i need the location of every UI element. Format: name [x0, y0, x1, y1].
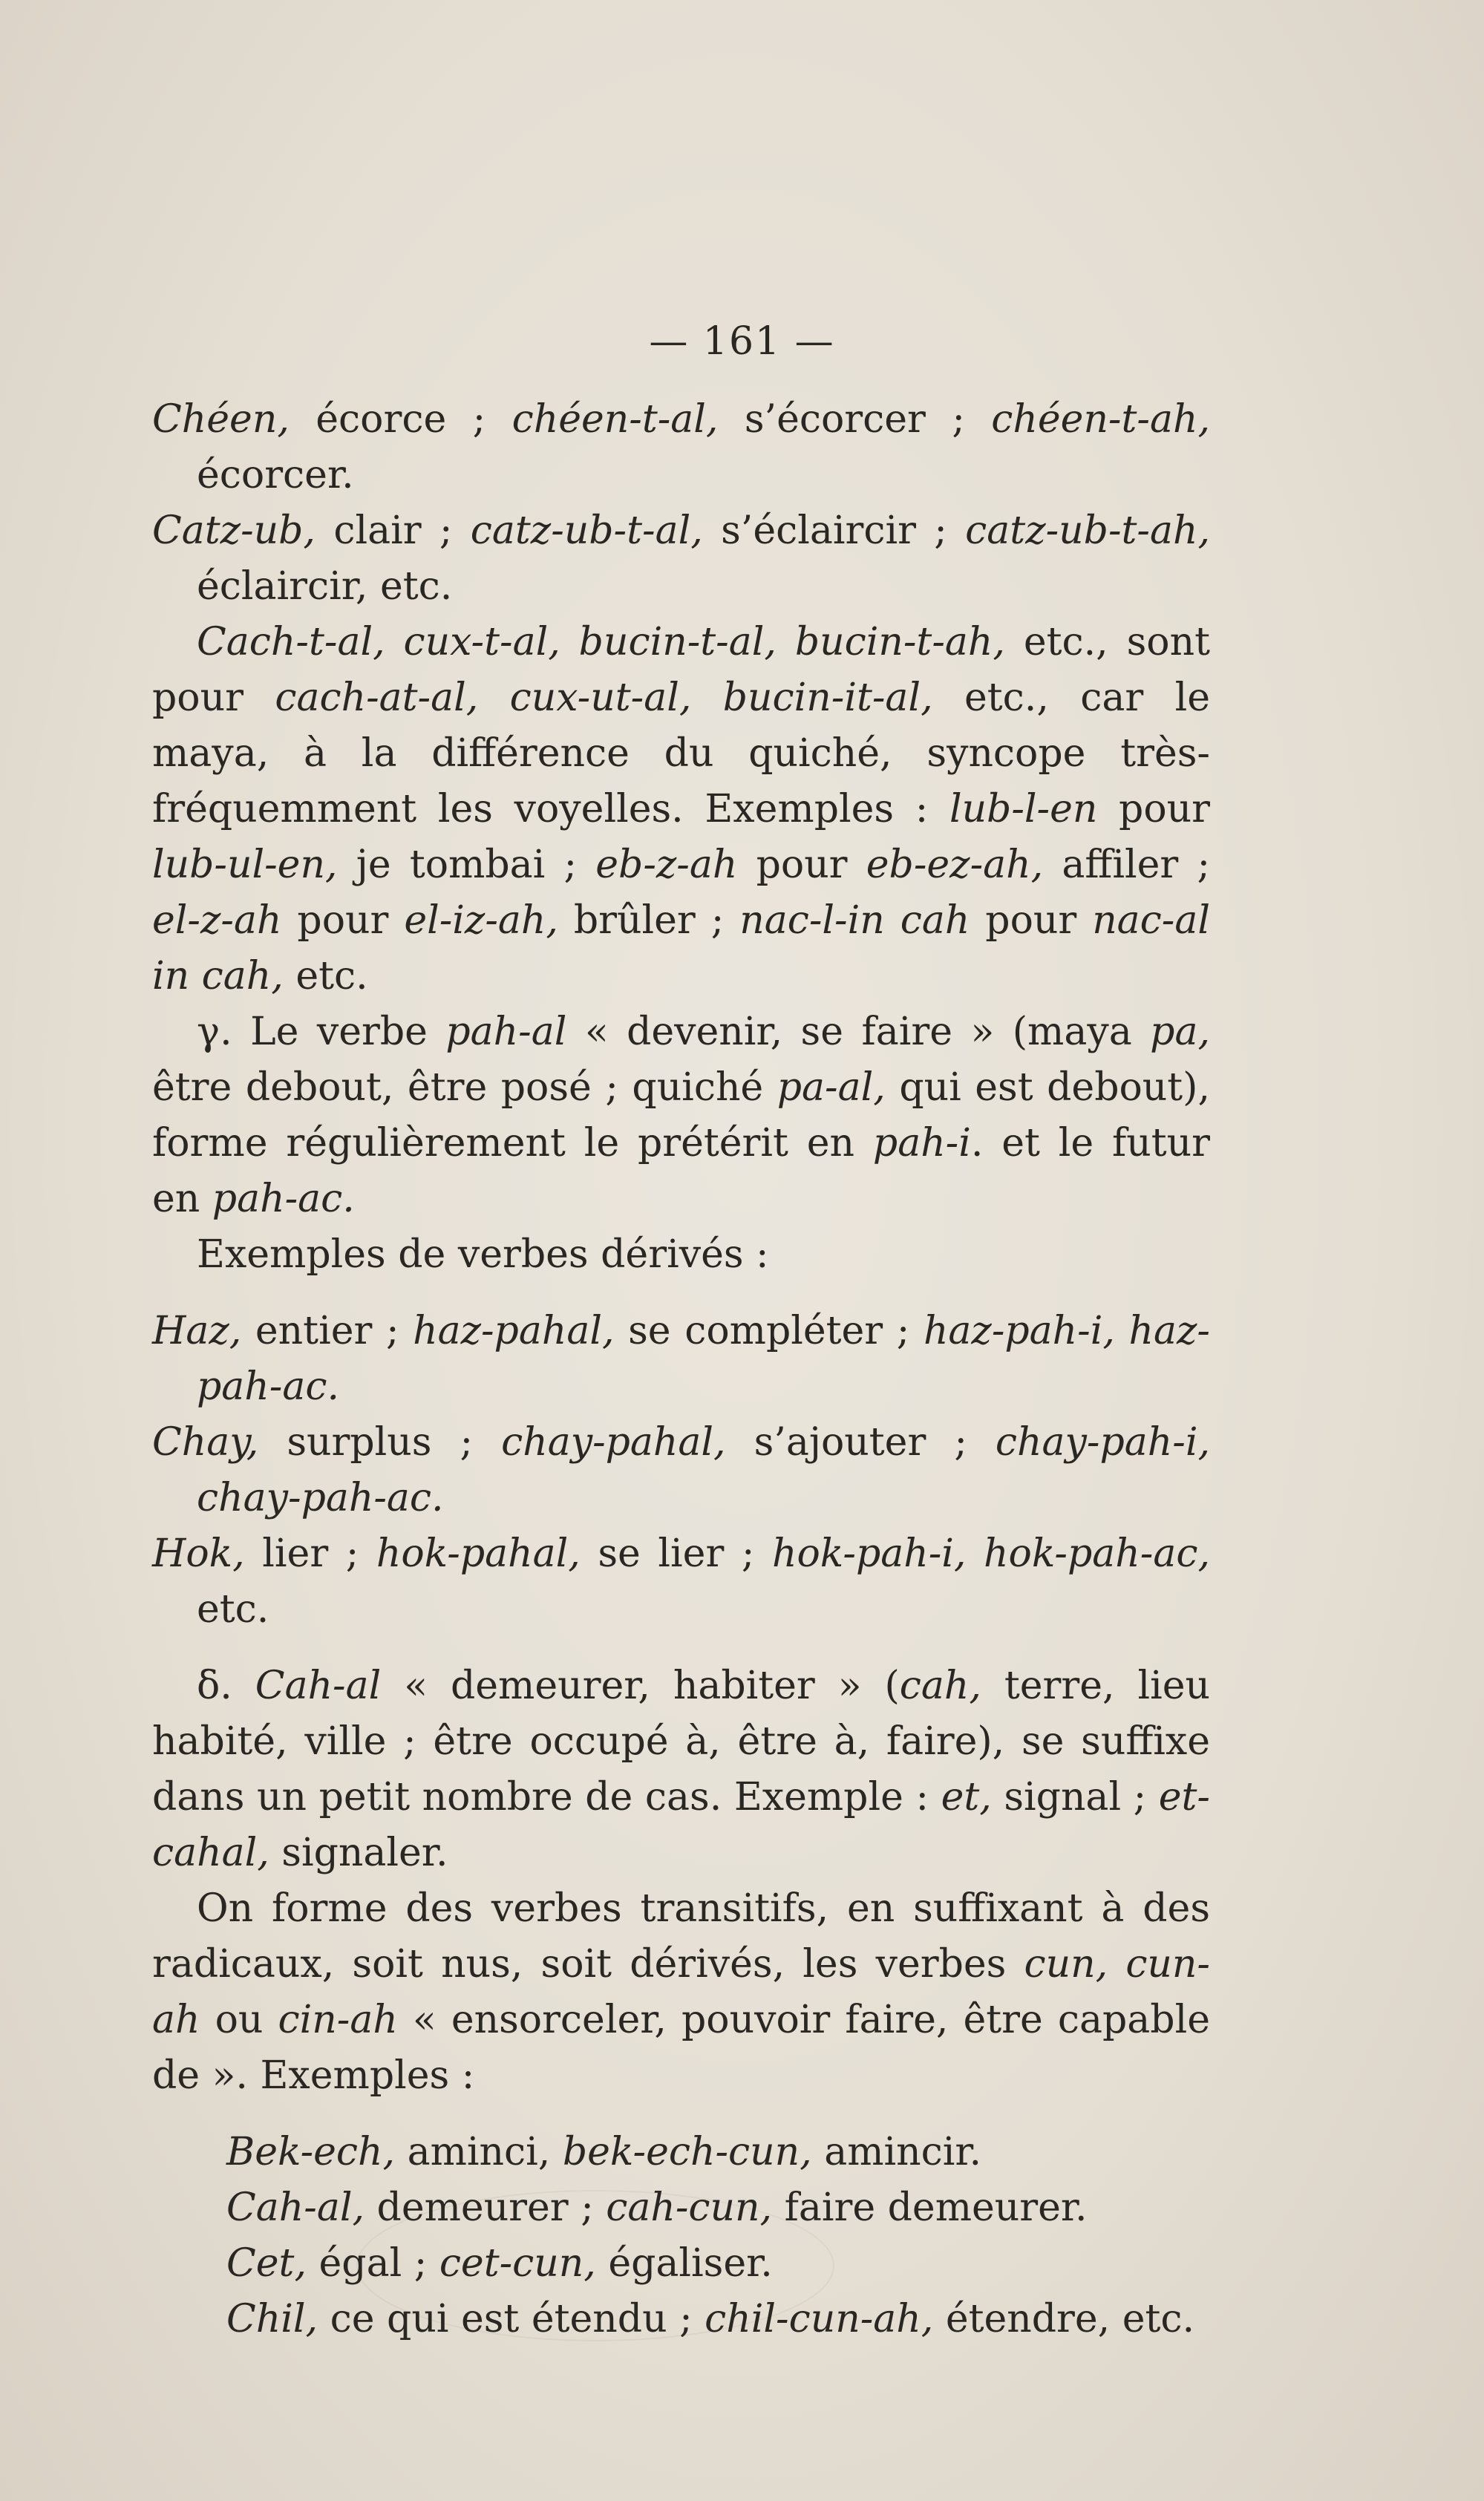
text-run: surplus ;	[258, 1420, 502, 1465]
paragraph-p1	[152, 392, 1210, 503]
text-run: s’écorcer ;	[718, 397, 992, 442]
text-run: qui est debout), forme régulièrement le prétérit en	[152, 1065, 1211, 1166]
text-run: égaliser.	[595, 2241, 773, 2286]
italic-term: cun, cun-ah	[152, 1942, 1210, 2042]
text-run: ou	[200, 1998, 278, 2042]
italic-term: pah-ac.	[212, 1177, 355, 1221]
text-run: faire demeurer.	[772, 2185, 1088, 2230]
italic-term: Haz,	[152, 1309, 242, 1353]
text-run: Exemples de verbes dérivés :	[197, 1232, 769, 1277]
paragraph-p8	[152, 1526, 1210, 1638]
italic-term: pah-i	[872, 1121, 971, 1166]
italic-term: pah-al	[445, 1010, 567, 1054]
italic-term: el-iz-ah,	[404, 898, 558, 943]
italic-term: Cach-t-al, cux-t-al, bucin-t-al, bucin-t-ah,	[197, 620, 1005, 664]
text-run: clair ;	[315, 509, 471, 553]
text-run: signaler.	[269, 1831, 448, 1875]
italic-term: hok-pahal,	[376, 1531, 581, 1576]
italic-term: eb-z-ah	[595, 843, 738, 887]
italic-term: Cah-al	[255, 1664, 382, 1708]
text-run: « ensorceler, pouvoir faire, être capable de ». Exemples :	[152, 1998, 1211, 2098]
italic-term: lub-ul-en,	[152, 843, 338, 887]
text-run: se compléter ;	[614, 1309, 924, 1353]
text-run: étendre, etc.	[933, 2297, 1195, 2341]
italic-term: hok-pah-i, hok-pah-ac,	[771, 1531, 1211, 1576]
paragraph-p6	[152, 1304, 1210, 1415]
italic-term: el-z-ah	[152, 898, 282, 943]
text-run: pour	[737, 843, 866, 887]
italic-term: haz-pahal,	[413, 1309, 615, 1353]
text-run: etc., car le maya, à la différence du quiché, syncope très-fréquemment les voyelles. Exemples :	[152, 676, 1210, 831]
text-run: etc.	[197, 1587, 269, 1632]
italic-term: cet-cun,	[439, 2241, 596, 2286]
page-number: — 161 —	[649, 319, 835, 364]
italic-term: Chil,	[226, 2297, 318, 2341]
italic-term: chay-pah-i, chay-pah-ac.	[197, 1420, 1210, 1520]
italic-term: bek-ech-cun,	[562, 2130, 812, 2174]
page-text	[152, 392, 1210, 2347]
text-run: pour	[970, 898, 1093, 943]
text-run: pour	[1097, 787, 1210, 831]
italic-term: pa,	[1150, 1010, 1210, 1054]
paragraph-p9	[152, 1658, 1210, 1881]
text-run: signal ;	[991, 1775, 1159, 1820]
italic-term: chay-pahal,	[501, 1420, 726, 1465]
text-run: égal ;	[307, 2241, 439, 2286]
italic-term: chéen-t-ah,	[991, 397, 1210, 442]
paragraph-p11	[152, 2125, 1210, 2180]
text-run: On forme des verbes transitifs, en suffixant à des radicaux, soit nus, soit dérivés, les verbes	[152, 1886, 1210, 1987]
text-run: « devenir, se faire » (maya	[566, 1010, 1151, 1054]
italic-term: pa-al,	[777, 1065, 886, 1110]
text-run: . et le futur en	[152, 1121, 1211, 1221]
italic-term: Cet,	[226, 2241, 307, 2286]
text-run: aminci,	[395, 2130, 563, 2174]
italic-term: eb-ez-ah,	[866, 843, 1044, 887]
italic-term: Catz-ub,	[152, 509, 316, 553]
text-run: écorce ;	[289, 397, 512, 442]
italic-term: cah,	[899, 1664, 981, 1708]
text-run: « demeurer, habiter » (	[381, 1664, 900, 1708]
italic-term: cah-cun,	[606, 2185, 773, 2230]
italic-term: Cah-al,	[226, 2185, 365, 2230]
text-run: brûler ;	[558, 898, 740, 943]
italic-term: catz-ub-t-al,	[470, 509, 703, 553]
text-run: terre, lieu habité, ville ; être occupé à, être à, faire), se suffixe dans un petit nombre de cas. Exemple :	[152, 1664, 1210, 1820]
italic-term: Chay,	[152, 1420, 259, 1465]
paragraph-p12	[152, 2180, 1210, 2236]
text-run: etc.	[283, 954, 368, 998]
italic-term: nac-l-in cah	[739, 898, 970, 943]
italic-term: Chéen,	[152, 397, 290, 442]
text-run: δ.	[197, 1664, 255, 1708]
italic-term: et,	[941, 1775, 992, 1820]
text-run: ce qui est étendu ;	[318, 2297, 705, 2341]
text-run: je tombai ;	[337, 843, 596, 887]
paragraph-p2	[152, 503, 1210, 615]
italic-term: chéen-t-al,	[511, 397, 719, 442]
text-run: être debout, être posé ; quiché	[152, 1065, 777, 1110]
italic-term: catz-ub-t-ah,	[965, 509, 1210, 553]
text-run: éclaircir, etc.	[197, 564, 453, 609]
text-run: etc., sont pour	[152, 620, 1210, 720]
italic-term: haz-pah-i, haz-pah-ac.	[197, 1309, 1210, 1409]
text-run: affiler ;	[1043, 843, 1211, 887]
paragraph-p5	[152, 1227, 1210, 1283]
text-run: entier ;	[241, 1309, 414, 1353]
paragraph-p4	[152, 1004, 1210, 1227]
italic-term: cin-ah	[278, 1998, 398, 2042]
paragraph-p13	[152, 2236, 1210, 2292]
italic-term: nac-al in cah,	[152, 898, 1211, 998]
paragraph-p10	[152, 1881, 1210, 2104]
italic-term: et-cahal,	[152, 1775, 1210, 1875]
italic-term: chil-cun-ah,	[705, 2297, 934, 2341]
text-run: pour	[281, 898, 405, 943]
text-run: s’ajouter ;	[725, 1420, 996, 1465]
text-run: écorcer.	[197, 453, 354, 497]
text-run: demeurer ;	[365, 2185, 607, 2230]
paragraph-p3	[152, 615, 1210, 1004]
italic-term: Bek-ech,	[226, 2130, 396, 2174]
paragraph-p7	[152, 1415, 1210, 1526]
text-run: se lier ;	[580, 1531, 772, 1576]
text-run: amincir.	[811, 2130, 982, 2174]
italic-term: lub-l-en	[949, 787, 1098, 831]
paragraph-p14	[152, 2292, 1210, 2347]
text-run: lier ;	[244, 1531, 376, 1576]
italic-term: cach-at-al, cux-ut-al, bucin-it-al,	[275, 676, 933, 720]
text-run: γ. Le verbe	[197, 1010, 446, 1054]
italic-term: Hok,	[152, 1531, 245, 1576]
text-run: s’éclaircir ;	[702, 509, 966, 553]
